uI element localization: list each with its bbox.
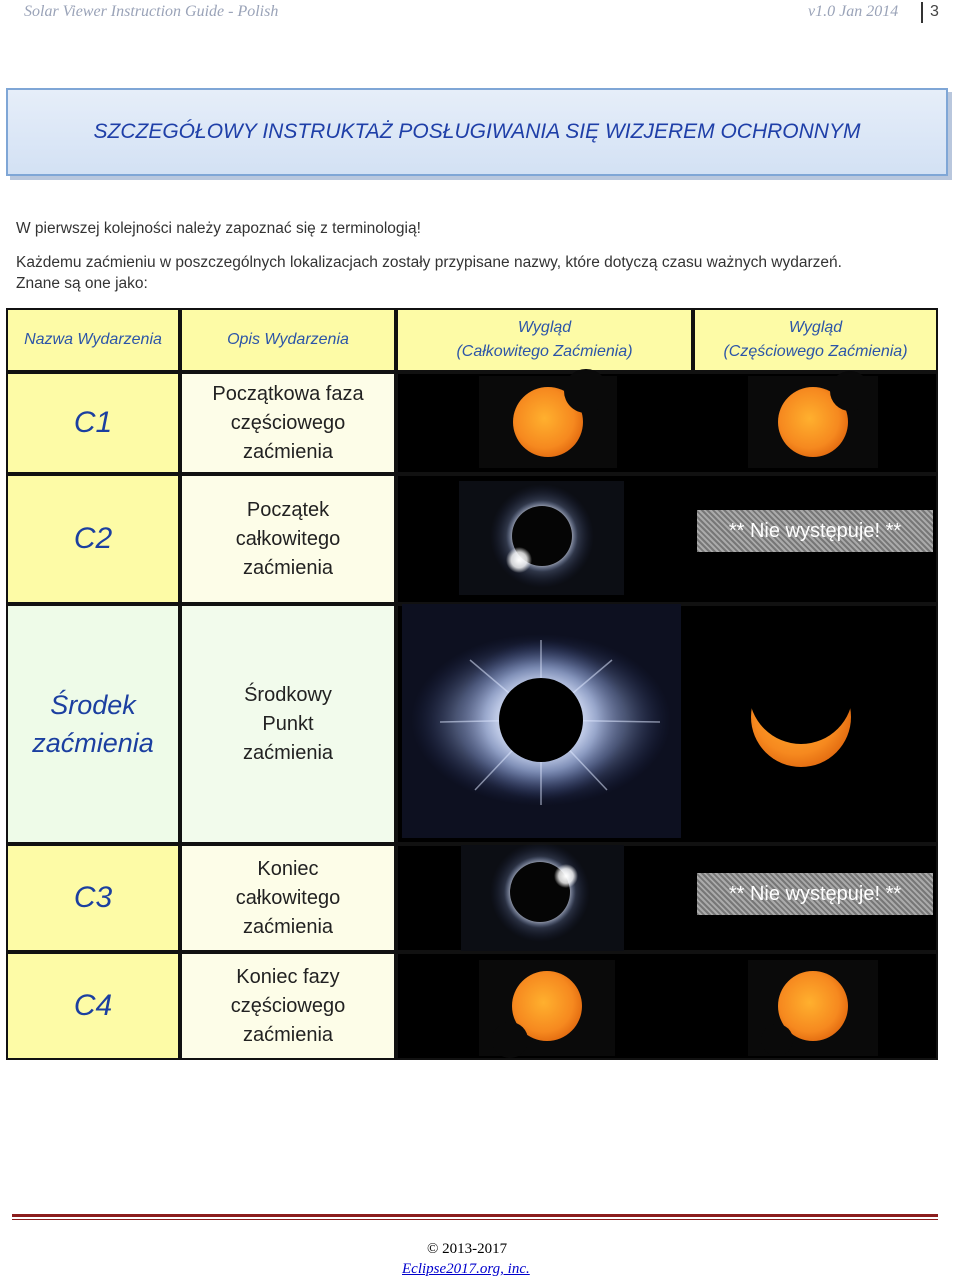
row-mid-name: Środek zaćmienia (8, 606, 178, 842)
intro-line-1: W pierwszej kolejności należy zapoznać się z terminologią! (16, 220, 421, 237)
row-c3-name: C3 (8, 846, 178, 950)
totality-corona-image (402, 604, 681, 838)
row-c2-name: C2 (8, 476, 178, 602)
header-desc: Opis Wydarzenia (182, 310, 394, 370)
row-mid-desc: Środkowy Punkt zaćmienia (182, 606, 394, 842)
row-c2-desc: Początek całkowitego zaćmienia (182, 476, 394, 602)
row-c1-name: C1 (8, 374, 178, 472)
intro-line-2: Każdemu zaćmieniu w poszczególnych lokalizacjach zostały przypisane nazwy, które dotyczą czasu ważnych wydarzeń. (16, 254, 842, 271)
row-c4-desc: Koniec fazy częściowego zaćmienia (182, 954, 394, 1058)
header-total: Wygląd (Całkowitego Zaćmienia) (398, 310, 691, 370)
row-c4-name: C4 (8, 954, 178, 1058)
footer-rule (12, 1214, 938, 1217)
row-c1-desc: Początkowa faza częściowego zaćmienia (182, 374, 394, 472)
c4-partial-sun-image (748, 960, 878, 1056)
c2-diamond-ring-image (459, 481, 624, 595)
c1-partial-sun-image (748, 371, 878, 468)
c2-not-applicable-label: ** Nie występuje! ** (697, 510, 933, 552)
header-version: v1.0 Jan 2014 (808, 3, 899, 20)
page-number: 3 (930, 3, 939, 20)
maximum-partial-crescent-image (740, 640, 864, 770)
page-title: SZCZEGÓŁOWY INSTRUKTAŻ POSŁUGIWANIA SIĘ WIZJEREM OCHRONNYM (93, 120, 861, 143)
footer-rule-thin (12, 1219, 938, 1220)
c1-total-sun-image (479, 369, 617, 468)
c3-diamond-ring-image (461, 842, 624, 951)
c4-total-sun-image (479, 960, 615, 1058)
row-c3-desc: Koniec całkowitego zaćmienia (182, 846, 394, 950)
header-doc-title: Solar Viewer Instruction Guide - Polish (24, 3, 279, 20)
intro-line-3: Znane są one jako: (16, 275, 148, 292)
header-partial: Wygląd (Częściowego Zaćmienia) (695, 310, 936, 370)
footer-org-link[interactable]: Eclipse2017.org, inc. (402, 1261, 530, 1277)
c3-not-applicable-label: ** Nie występuje! ** (697, 873, 933, 915)
footer-copyright: © 2013-2017 (427, 1241, 508, 1257)
header-name: Nazwa Wydarzenia (8, 310, 178, 370)
